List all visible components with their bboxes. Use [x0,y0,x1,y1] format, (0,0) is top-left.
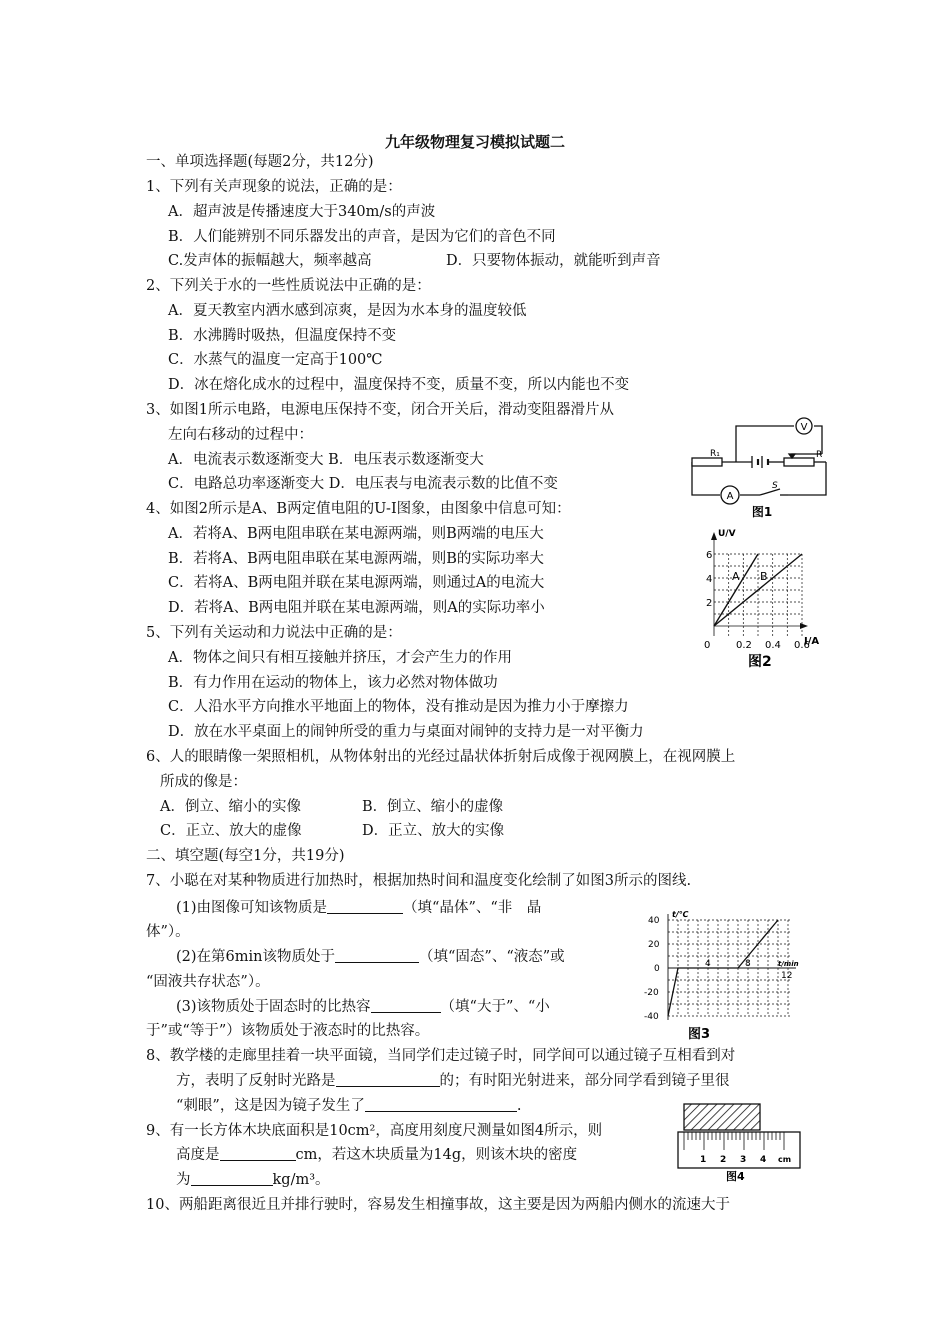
q6-stem-cont: 所成的像是： [160,774,247,790]
figure-4-ruler [676,1102,806,1184]
q9-blank-1[interactable] [220,1146,296,1161]
fig2-xtick-02: 0.2 [736,640,752,651]
q4-option-a: A．若将A、B两电阻串联在某电源两端，则B两端的电压大 [168,526,544,542]
ruler-tick-2: 2 [720,1155,727,1165]
section-1-heading: 一、单项选择题(每题2分，共12分) [146,154,374,170]
fig2-xtick-04: 0.4 [765,640,781,651]
q9-line2-text: 高度是 [176,1147,220,1163]
q8-line2 [176,1071,730,1091]
fig3-ytick-neg40: -40 [644,1012,659,1022]
figure-2-caption: 图2 [748,654,772,670]
fig3-xtick-8: 8 [745,959,751,969]
q8-blank-1[interactable] [336,1072,440,1087]
fig3-ytick-neg20: -20 [644,988,659,998]
q5-stem: 5、下列有关运动和力说法中正确的是： [146,625,402,641]
q4-option-b: B．若将A、B两电阻串联在某电源两端，则B的实际功率大 [168,551,544,567]
ruler-tick-4: 4 [760,1155,767,1165]
q3-options-ab: A．电流表示数逐渐变大 B．电压表示数逐渐变大 [168,452,484,468]
fig3-ytick-20: 20 [648,940,660,950]
q2-stem: 2、下列关于水的一些性质说法中正确的是： [146,278,431,294]
fig2-ytick-2: 2 [706,598,713,609]
q2-option-b: B．水沸腾时吸热，但温度保持不变 [168,328,397,344]
q8-blank-2[interactable] [365,1097,517,1112]
switch-label: S [772,481,778,491]
q5-option-c: C．人沿水平方向推水平地面上的物体，没有推动是因为推力小于摩擦力 [168,699,629,715]
q9-line1: 9、有一长方体木块底面积是10cm²，高度用刻度尺测量如图4所示，则 [146,1123,603,1139]
q1-option-a: A．超声波是传播速度大于340m/s的声波 [168,204,436,220]
q7-stem: 7、小聪在对某种物质进行加热时，根据加热时间和温度变化绘制了如图3所示的图线. [146,873,692,889]
fig2-ytick-4: 4 [706,574,713,585]
q4-option-c: C．若将A、B两电阻并联在某电源两端，则通过A的电流大 [168,575,545,591]
figure-3-caption: 图3 [688,1027,711,1042]
q9-line3-unit: kg/m³。 [272,1172,330,1188]
q9-line2-rest: cm，若这木块质量为14g，则该木块的密度 [295,1147,578,1163]
q4-stem: 4、如图2所示是A、B两定值电阻的U-I图象，由图象中信息可知： [146,501,571,517]
rheostat-label: R [816,450,823,460]
q2-option-c: C．水蒸气的温度一定高于100℃ [168,352,383,368]
figure-4-caption: 图4 [726,1170,745,1183]
q3-stem-cont: 左向右移动的过程中： [168,427,313,443]
q3-options-cd: C．电路总功率逐渐变大 D．电压表与电流表示数的比值不变 [168,476,558,492]
q8-line3-end: . [516,1098,522,1114]
q9-blank-2[interactable] [191,1171,273,1186]
fig2-ytick-6: 6 [706,550,713,561]
q3-stem: 3、如图1所示电路，电源电压保持不变，闭合开关后，滑动变阻器滑片从 [146,402,614,418]
ruler-unit: cm [778,1155,792,1164]
q6-option-a: A．倒立、缩小的实像 [160,799,301,815]
q8-line1: 8、教学楼的走廊里挂着一块平面镜，当同学们走过镜子时，同学间可以通过镜子互相看到对 [146,1048,736,1064]
fig3-xtick-4: 4 [705,959,711,969]
fig3-xtick-12: 12 [781,971,793,981]
q7-part3-hint: （填“大于”、“小 [440,999,550,1015]
q5-option-d: D．放在水平桌面上的闹钟所受的重力与桌面对闹钟的支持力是一对平衡力 [168,724,644,740]
q1-stem: 1、下列有关声现象的说法，正确的是： [146,179,402,195]
q8-line2-text: 方，表明了反射时光路是 [176,1073,336,1089]
q4-option-d: D．若将A、B两电阻并联在某电源两端，则A的实际功率小 [168,600,545,616]
q7-part3-cont: 于”或“等于”）该物质处于液态时的比热容。 [146,1023,430,1039]
q9-line3-text: 为 [176,1172,191,1188]
ammeter-label: A [726,491,734,502]
q8-line3-text: “刺眼”，这是因为镜子发生了 [176,1098,365,1114]
ruler-tick-3: 3 [740,1155,747,1165]
q7-part3 [176,997,550,1017]
figure-3-heating-graph [640,908,810,1044]
wood-block [684,1104,760,1130]
q6-option-d: D．正立、放大的实像 [362,823,505,839]
q1-option-c: C.发声体的振幅越大，频率越高 [168,253,372,269]
q7-part1-text: (1)由图像可知该物质是 [176,900,328,916]
q9-line2 [176,1145,577,1165]
q7-part2-text: (2)在第6min该物质处于 [176,949,335,965]
q8-line2-rest: 的；有时阳光射进来，部分同学看到镜子里很 [439,1073,730,1089]
fig3-ylabel: t/℃ [672,910,689,919]
q1-option-d: D．只要物体振动，就能听到声音 [446,253,661,269]
fig2-ylabel: U/V [718,529,736,539]
fig3-xlabel: t/min [778,960,799,968]
figure-1-circuit [688,414,830,522]
fig3-ytick-0: 0 [654,964,660,974]
voltmeter-label: V [800,422,808,433]
q8-line3 [176,1096,521,1116]
q7-part2 [176,947,565,967]
q7-blank-3[interactable] [371,998,441,1013]
q1-option-b: B．人们能辨别不同乐器发出的声音，是因为它们的音色不同 [168,229,556,245]
q7-part1 [176,898,541,918]
q9-line3 [176,1170,330,1190]
figure-2-ui-graph [696,526,832,672]
q6-option-b: B．倒立、缩小的虚像 [362,799,504,815]
q6-stem: 6、人的眼睛像一架照相机，从物体射出的光经过晶状体折射后成像于视网膜上，在视网膜上 [146,749,736,765]
q7-part3-text: (3)该物质处于固态时的比热容 [176,999,371,1015]
q6-option-c: C．正立、放大的虚像 [160,823,302,839]
figure-1-caption: 图1 [751,505,773,519]
r1-label: R₁ [710,449,720,459]
fig2-line-a-label: A [732,570,740,583]
fig2-xtick-06: 0.6 [794,640,810,651]
q7-part2-cont: “固液共存状态”）。 [146,974,270,990]
q2-option-d: D．冰在熔化成水的过程中，温度保持不变，质量不变，所以内能也不变 [168,377,630,393]
q7-part2-hint: （填“固态”、“液态”或 [419,949,565,965]
q5-option-a: A．物体之间只有相互接触并挤压，才会产生力的作用 [168,650,512,666]
section-2-heading: 二、填空题(每空1分，共19分) [146,848,345,864]
fig2-xlabel: I/A [804,636,820,647]
fig2-line-b-label: B [760,570,768,583]
fig3-ytick-40: 40 [648,916,660,926]
page-title: 九年级物理复习模拟试题二 [384,133,565,151]
q7-blank-2[interactable] [335,948,419,963]
q7-blank-1[interactable] [327,899,403,914]
q7-part1-cont: 体”）。 [146,924,190,940]
q7-part1-hint: （填“晶体”、“非 晶 [403,900,542,916]
q10-line1: 10、两船距离很近且并排行驶时，容易发生相撞事故，这主要是因为两船内侧水的流速大于 [146,1197,730,1213]
fig2-origin: 0 [704,640,711,651]
q2-option-a: A．夏天教室内洒水感到凉爽，是因为水本身的温度较低 [168,303,527,319]
q5-option-b: B．有力作用在运动的物体上，该力必然对物体做功 [168,675,498,691]
ruler-tick-1: 1 [700,1155,707,1165]
